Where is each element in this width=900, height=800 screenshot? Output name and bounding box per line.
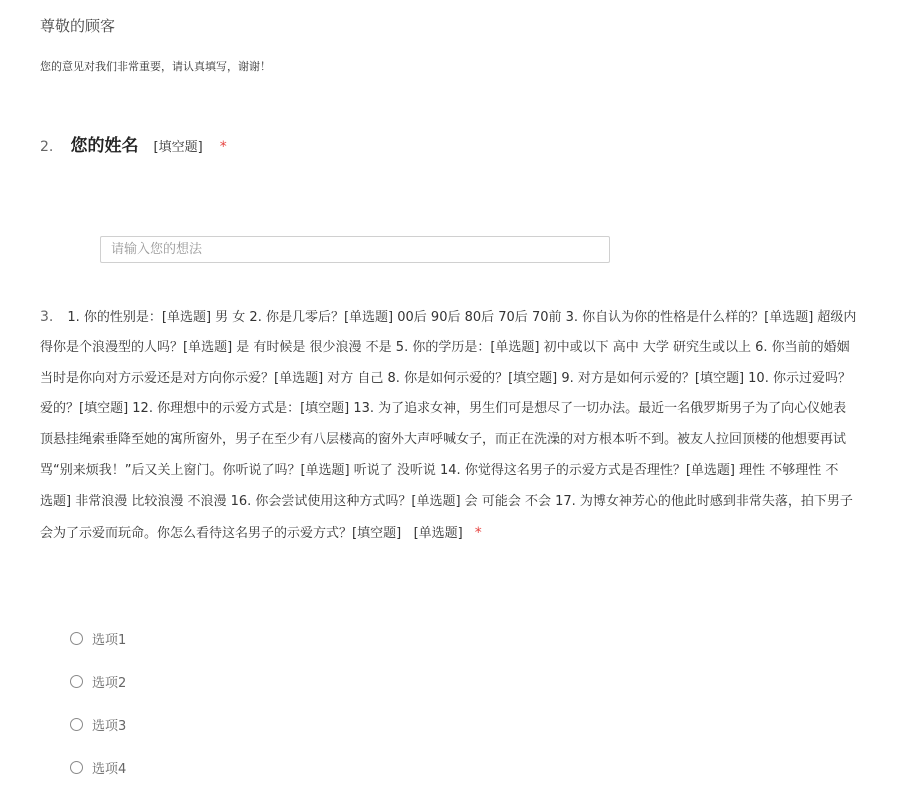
option-label: 选项4 (92, 762, 127, 777)
question-text-line (40, 302, 900, 333)
question-text: 会为了示爱而玩命。你怎么看待这名男子的示爱方式？[填空题] (40, 525, 402, 541)
option-label: 选项1 (92, 633, 127, 648)
question-number: 2. (40, 139, 54, 155)
radio-option-4[interactable] (70, 746, 126, 789)
radio-circle-icon[interactable] (70, 675, 83, 688)
question-text-line: 顶悬挂绳索垂降至她的寓所窗外，男子在至少有八层楼高的窗外大声呼喊女子，而正在洗澡的对方根本听不到。被友人拉回顶楼的他想要再试 (40, 432, 847, 448)
radio-options (70, 617, 126, 789)
question-3-text (40, 302, 900, 548)
option-label: 选项3 (92, 719, 127, 734)
question-text-line (40, 518, 900, 549)
name-input[interactable] (100, 236, 610, 263)
question-number: 3. (40, 309, 54, 325)
radio-option-2[interactable] (70, 660, 126, 703)
question-type-label: [填空题] (153, 140, 203, 155)
radio-circle-icon[interactable] (70, 718, 83, 731)
question-text-line: 当时是你向对方示爱还是对方向你示爱？[单选题] 对方 自己 8. 你是如何示爱的？[填空题] 9. 对方是如何示爱的？[填空题] 10. 你示过爱吗？ (40, 370, 851, 386)
option-label: 选项2 (92, 676, 127, 691)
radio-option-3[interactable] (70, 703, 126, 746)
question-text: 1. 你的性别是：[单选题] 男 女 2. 你是几零后？[单选题] 00后 90后 80后 70后 70前 3. 你自认为你的性格是什么样的？[单选题] 超级内 (67, 310, 857, 325)
question-text-line: 得你是个浪漫型的人吗？[单选题] 是 有时候是 很少浪漫 不是 5. 你的学历是：[单选题] 初中或以下 高中 大学 研究生或以上 6. 你当前的婚姻 (40, 339, 850, 355)
radio-circle-icon[interactable] (70, 761, 83, 774)
required-asterisk: * (474, 524, 482, 541)
survey-greeting: 尊敬的顾客 (40, 17, 116, 35)
radio-circle-icon[interactable] (70, 632, 83, 645)
question-type-label: [单选题] (413, 525, 463, 541)
required-asterisk: * (219, 139, 227, 155)
question-text-line: 骂“别来烦我！”后又关上窗门。你听说了吗？[单选题] 听说了 没听说 14. 你觉得这名男子的示爱方式是否理性？[单选题] 理性 不够理性 不 (40, 462, 839, 478)
question-text-line: 爱的？[填空题] 12. 你理想中的示爱方式是：[填空题] 13. 为了追求女神，男生们可是想尽了一切办法。最近一名俄罗斯男子为了向心仪她表 (40, 401, 847, 417)
question-2-header (40, 134, 227, 160)
survey-intro: 您的意见对我们非常重要，请认真填写，谢谢！ (40, 60, 271, 73)
radio-option-1[interactable] (70, 617, 126, 660)
question-title: 您的姓名 (70, 136, 139, 156)
question-text-line: 选题] 非常浪漫 比较浪漫 不浪漫 16. 你会尝试使用这种方式吗？[单选题] 会 可能会 不会 17. 为博女神芳心的他此时感到非常失落，拍下男子 (40, 493, 853, 509)
